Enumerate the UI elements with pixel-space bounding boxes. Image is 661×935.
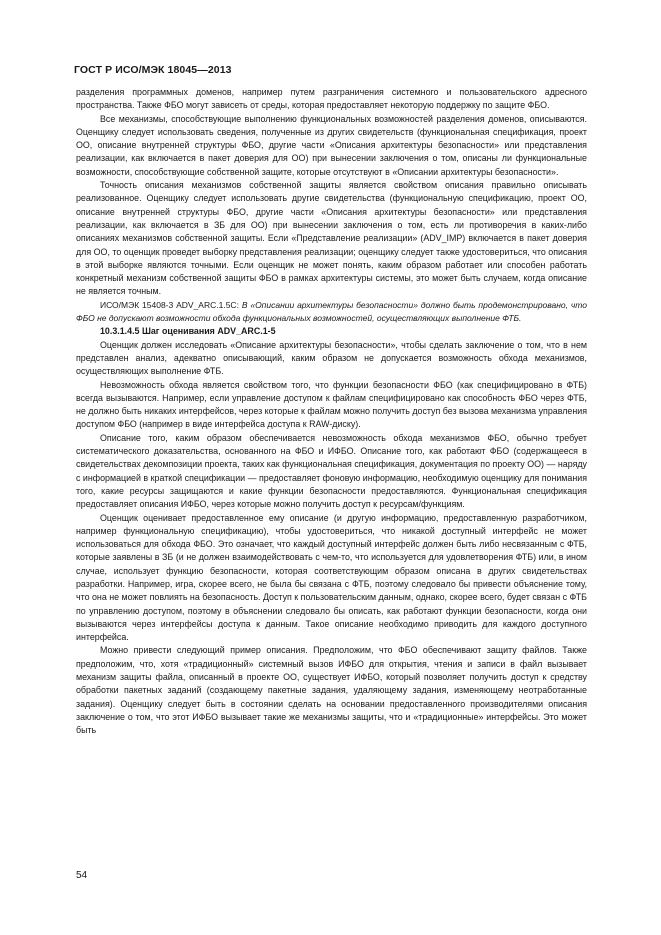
paragraph-continuation: разделения программных доменов, например путем разграничения системного и пользовательского адресного пространства. Также ФБО могут зависеть от среды, которая предоставляет некоторую поддержку по защите ФБО. xyxy=(76,87,587,111)
document-header: ГОСТ Р ИСО/МЭК 18045—2013 xyxy=(74,64,232,76)
note-italic-text: В «Описании архитектуры безопасности» должно быть продемонстрировано, что ФБО не допускают возможности обхода функциональных возможностей, осуществляющих выполнение ФТБ. xyxy=(76,299,587,324)
paragraph-domain-separation: Все механизмы, способствующие выполнению функциональных возможностей разделения доменов, описываются. Оценщику следует использовать сведения, полученные из других свидетельств (функциональная спецификация, проект ОО, описание внутренней структуры ФБО, другие части «Описания архитектуры безопасности» или представления реализации, как включается в пакет доверия для ОО) при вынесении заключения о том, описаны ли функциональные возможности, способствующие собственной защите, которые отсутствуют в «Описании архитектуры безопасности». xyxy=(76,113,587,177)
paragraph-evaluation: Оценщик оценивает предоставленное ему описание (и другую информацию, предоставленную разработчиком, например функциональную спецификацию), чтобы удостовериться, что никакой доступный интерфейс не может использоваться для обхода ФБО. Это означает, что каждый доступный интерфейс должен быть либо несвязанным с ФТБ, которые заявлены в ЗБ (и не должен взаимодействовать с чем-то, что используется для удовлетворения ФТБ) или, в ином случае, использует функцию безопасности, которая соответствующим образом описана в других свидетельствах разработки. Например, игра, скорее всего, не была бы связана с ФТБ, поэтому следовало бы привести объяснение тому, что она не может повлиять на безопасность. Доступ к пользовательским данным, однако, скорее всего, будет связан с ФТБ по управлению доступом, поэтому в объяснении следовало бы описать, как работают функции безопасности, когда они вызываются через интерфейсы доступа к данным. Такое описание необходимо приводить для каждого доступного интерфейса. xyxy=(76,512,587,643)
paragraph-self-protection-accuracy: Точность описания механизмов собственной защиты является свойством описания правильно описывать реализованное. Оценщику следует использовать другие свидетельства (функциональную спецификацию, проект ОО, описание внутренней структуры ФБО, другие части «Описания архитектуры безопасности» или представления реализации, как включается в ЗБ для ОО) при вынесении заключения о том, есть ли противоречия в каких-либо описаниях механизмов собственной защиты. Если «Представление реализации» (ADV_IMP) включается в пакет доверия для ОО, то оценщик проведет выборку представления реализации; оценщику следует также удостовериться, что описания в этой выборке являются точными. Если оценщик не может понять, каким образом работает или способен работать конкретный механизм собственной защиты ФБО в рамках архитектуры системы, это может быть случаем, когда описание не является точным. xyxy=(76,180,587,297)
paragraph-evaluator-task: Оценщик должен исследовать «Описание архитектуры безопасности», чтобы сделать заключение о том, что в нем представлен анализ, адекватно описывающий, каким образом не допускается возможность обхода механизмов, осуществляющих выполнение ФТБ. xyxy=(76,339,587,377)
paragraph-example: Можно привести следующий пример описания. Предположим, что ФБО обеспечивают защиту файлов. Также предположим, что, хотя «традиционный» системный вызов ИФБО для открытия, чтения и записи в файл вызывает механизм защиты файла, описанный в проекте ОО, существует ИФБО, который позволяет получить доступ к средству обработки пакетных заданий (создающему пакетные задания, удаляющему задания, изменяющему неотработанные задания). Оценщику следует быть в состоянии сделать на основании предоставленного производителями описания заключение о том, что этот ИФБО вызывает такие же механизмы защиты, что и «традиционные» интерфейсы. Это может быть xyxy=(76,645,587,736)
page-number: 54 xyxy=(76,870,88,881)
paragraph-description: Описание того, каким образом обеспечивается невозможность обхода механизмов ФБО, обычно требует систематического доказательства, основанного на ФБО и ИФБО. Описание того, как работают ФБО (содержащееся в свидетельствах декомпозиции проекта, таких как функциональная спецификация, документация по проекту ОО) — наряду с информацией в краткой спецификации — предоставляет фоновую информацию, необходимую оценщику для понимания того, какие ресурсы защищаются и какие функции безопасности предоставляются. Функциональная спецификация предоставляет описания ИФБО, через которые можно получить доступ к ресурсам/функциям. xyxy=(76,432,587,510)
document-body xyxy=(76,86,587,738)
standard-requirement-note xyxy=(76,299,587,326)
note-prefix: ИСО/МЭК 15408-3 ADV_ARC.1.5C: xyxy=(100,299,242,310)
paragraph-non-bypassability: Невозможность обхода является свойством того, что функции безопасности ФБО (как специфицировано в ФТБ) всегда вызываются. Например, если управление доступом к файлам специфицировано как способность ФБО через ФТБ, не должно быть никаких интерфейсов, через которые к файлам можно получить доступ без вызова механизма управления доступом ФБО (например в виде интерфейса доступа к RAW-диску). xyxy=(76,379,587,430)
section-heading: 10.3.1.4.5 Шаг оценивания ADV_ARC.1-5 xyxy=(100,326,276,337)
